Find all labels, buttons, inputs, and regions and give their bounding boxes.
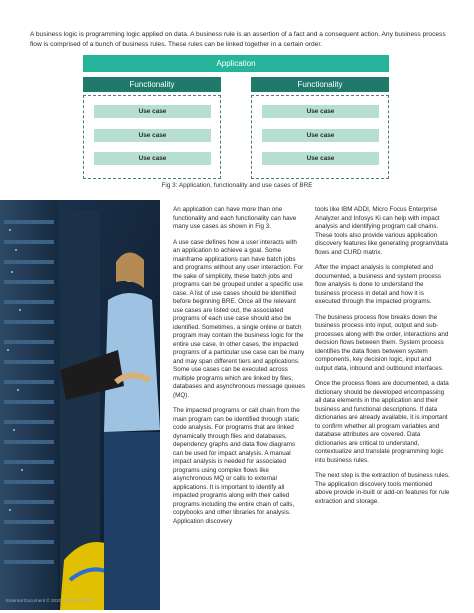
footer-copyright: External Document © 2020 Infosys Limited [6, 598, 94, 603]
use-case-box: Use case [94, 152, 211, 165]
body-paragraph: The impacted programs or call chain from the main program can be identified through static code analysis. For programs that are linked dynamically through files and databases, dependency graphs and data flow diagrams can be used for impact analysis. A manual impact analysis is needed for associated programs using complex flows like asynchronous MQ or calls to external applications. It is important to identify all impacted programs along with their called programs including the entire chain of calls, copybooks and other libraries for analysis. Application discovery [173, 407, 300, 525]
use-case-box: Use case [262, 152, 379, 165]
body-paragraph: The business process flow breaks down the business process into input, output and sub-processes along with the order, interactions and decision flows between them. System process identifies the data flows between system components, key decision logic, input and output data, inbound and outbound interfaces. [315, 313, 449, 372]
body-paragraph: Once the process flows are documented, a data dictionary should be developed encompassing all data elements in the application and their business and functional descriptions. If data dictionaries are already available, it is important to confirm whether all program variables and database attributes are covered. Data dictionaries are critical to understand, contextualize and translate programming logic into business rules. [315, 380, 449, 464]
functionality-bar-2: Functionality [251, 77, 389, 92]
application-diagram [83, 55, 389, 183]
figure-caption: Fig 3: Application, functionality and use cases of BRE [161, 182, 313, 189]
body-paragraph: A use case defines how a user interacts with an application to achieve a goal. Some mainframe applications can have batch jobs and programs without any user interaction. For the sake of simplicity, these batch jobs and programs can be grouped under a specific use case. A list of use cases should be identified before beginning BRE. Once all the relevant use cases are listed out, the associated programs of each use case should also be identified. Sometimes, a single online or batch program may contain the business logic for the entire use case. In other cases, the impacted programs of a particular use case can be many and may span different tiers and applications. Some use cases can be executed across multiple programs which are linked by files, databases and asynchronous message queues (MQ). [173, 238, 305, 399]
use-case-box: Use case [94, 105, 211, 118]
body-paragraph: The next step is the extraction of business rules. The application discovery tools mentioned above provide in-built or add-on features for rule extraction and storage. [315, 472, 450, 505]
body-paragraph: After the impact analysis is completed and documented, a business and system process flow analysis is done to understand the business process in detail and how it is executed through the impacted programs. [315, 264, 442, 305]
intro-paragraph: A business logic is programming logic applied on data. A business rule is an assertion of a fact and a consequent action. Any business process flow is comprised of a bunch of business rules. These rules can be linked together in a certain order. [30, 31, 446, 48]
functionality-box-1 [83, 95, 221, 179]
use-case-box: Use case [94, 129, 211, 142]
middle-column-text [173, 206, 305, 533]
functionality-box-2 [251, 95, 389, 179]
use-case-box: Use case [262, 105, 379, 118]
body-paragraph: tools like IBM ADDI, Micro Focus Enterprise Analyzer and Infosys Ki can help with impact analysis and identifying program call chains. These tools also provide various application discovery features like generating program/data flows and CURD matrix. [315, 206, 449, 256]
body-paragraph: An application can have more than one functionality and each functionality can have many use cases as shown in Fig 3. [173, 206, 297, 230]
server-room-photo [0, 200, 160, 610]
application-bar: Application [83, 55, 389, 72]
use-case-box: Use case [262, 129, 379, 142]
functionality-bar-1: Functionality [83, 77, 221, 92]
right-column-text [315, 206, 450, 513]
